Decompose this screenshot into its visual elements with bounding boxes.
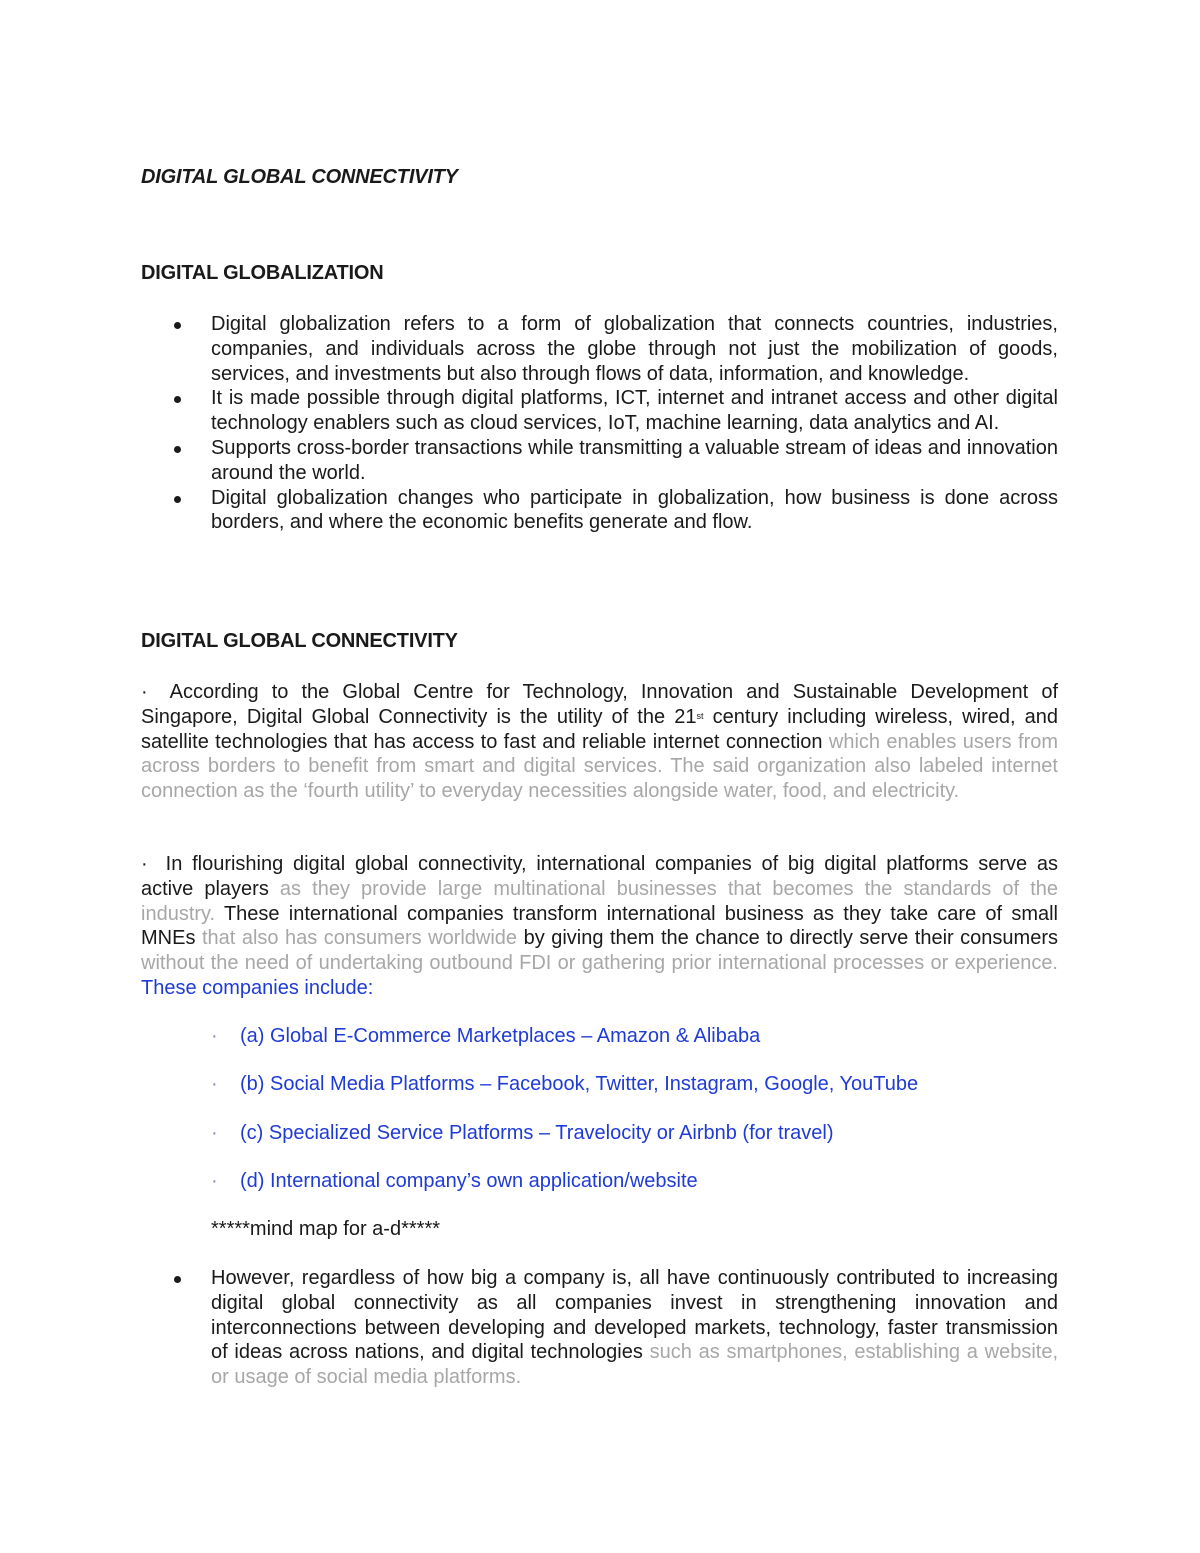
paragraph-text-gray: that also has consumers worldwide <box>195 927 518 950</box>
bullet-text: It is made possible through digital platforms, ICT, internet and intranet access and other digital technology enablers such as cloud services, IoT, machine learning, data analytics and AI. <box>211 387 1058 435</box>
list-dot-marker: · <box>211 1073 218 1096</box>
paragraph-dot-marker: · <box>141 681 148 703</box>
section-heading-digital-global-connectivity: DIGITAL GLOBAL CONNECTIVITY <box>141 630 458 652</box>
paragraph-definition <box>141 680 1058 804</box>
bullet-text: Supports cross-border transactions while transmitting a valuable stream of ideas and innovation around the world. <box>211 436 1058 484</box>
paragraph-text: These international companies transform international business as they take care of small MNEs <box>141 902 1058 950</box>
bullet-dot-icon <box>174 496 181 503</box>
company-item <box>211 1121 918 1169</box>
paragraph-text-gray: without the need of undertaking outbound FDI or gathering prior international processes or experience. <box>141 952 1058 975</box>
digital-globalization-bullet-list <box>141 312 1058 535</box>
section-heading-digital-globalization: DIGITAL GLOBALIZATION <box>141 262 384 284</box>
company-text: (d) International company’s own application/website <box>240 1169 698 1192</box>
bullet-item <box>141 436 1058 486</box>
company-text: (c) Specialized Service Platforms – Travelocity or Airbnb (for travel) <box>240 1121 834 1144</box>
bullet-text: Digital globalization changes who participate in globalization, how business is done across borders, and where the economic benefits generate and flow. <box>211 486 1058 534</box>
bullet-item <box>141 486 1058 536</box>
document-title: DIGITAL GLOBAL CONNECTIVITY <box>141 166 458 188</box>
bullet-text: Digital globalization refers to a form of globalization that connects countries, industries, companies, and individuals across the globe through not just the mobilization of goods, services, and investments but also through flows of data, information, and knowledge. <box>211 313 1058 385</box>
mind-map-note: *****mind map for a-d***** <box>211 1218 441 1240</box>
paragraph-text-blue: These companies include: <box>141 976 374 999</box>
company-item <box>211 1024 918 1072</box>
bullet-dot-icon <box>174 322 181 329</box>
company-text: (a) Global E-Commerce Marketplaces – Amazon & Alibaba <box>240 1025 761 1047</box>
bullet-dot-icon <box>174 1276 181 1283</box>
bullet-item <box>141 1266 1058 1390</box>
final-bullet-list <box>141 1266 1058 1390</box>
bullet-item <box>141 312 1058 386</box>
company-list <box>211 1024 918 1217</box>
list-dot-marker: · <box>211 1169 218 1192</box>
bullet-text: However, regardless of how big a company is, all have continuously contributed to increasing digital global connectivity as all companies invest in strengthening innovation and interconnections between developing and developed markets, technology, faster transmission of ideas across nations, and digital technologies <box>211 1267 1058 1364</box>
bullet-dot-icon <box>174 396 181 403</box>
company-item <box>211 1072 918 1120</box>
list-dot-marker: · <box>211 1025 218 1047</box>
paragraph-text: According to the Global Centre for Technology, Innovation and Sustainable Development of Singapore, Digital Global Connectivity is the utility of the 21 <box>141 681 1058 728</box>
paragraph-dot-marker: · <box>141 853 148 875</box>
bullet-dot-icon <box>174 446 181 453</box>
ordinal-suffix: st <box>696 710 704 721</box>
paragraph-text-gray: which enables users from across borders to benefit from smart and digital services. The said organization also labeled internet connection as the ‘fourth utility’ to everyday necessities alongside water, food, and electricity. <box>141 730 1059 803</box>
company-item <box>211 1169 918 1217</box>
paragraph-text: by giving them the chance to directly serve their consumers <box>517 927 1058 950</box>
company-text: (b) Social Media Platforms – Facebook, Twitter, Instagram, Google, YouTube <box>240 1073 919 1096</box>
paragraph-text-gray: as they provide large multinational businesses that becomes the standards of the industry. <box>141 877 1058 925</box>
list-dot-marker: · <box>211 1121 218 1144</box>
paragraph-international-companies <box>141 852 1058 1001</box>
bullet-text-gray: such as smartphones, establishing a website, or usage of social media platforms. <box>211 1341 1058 1389</box>
paragraph-text: century including wireless, wired, and satellite technologies that has access to fast and reliable internet connection <box>141 705 1059 753</box>
paragraph-text: In flourishing digital global connectivity, international companies of big digital platforms serve as active players <box>141 853 1058 900</box>
bullet-item <box>141 386 1058 436</box>
